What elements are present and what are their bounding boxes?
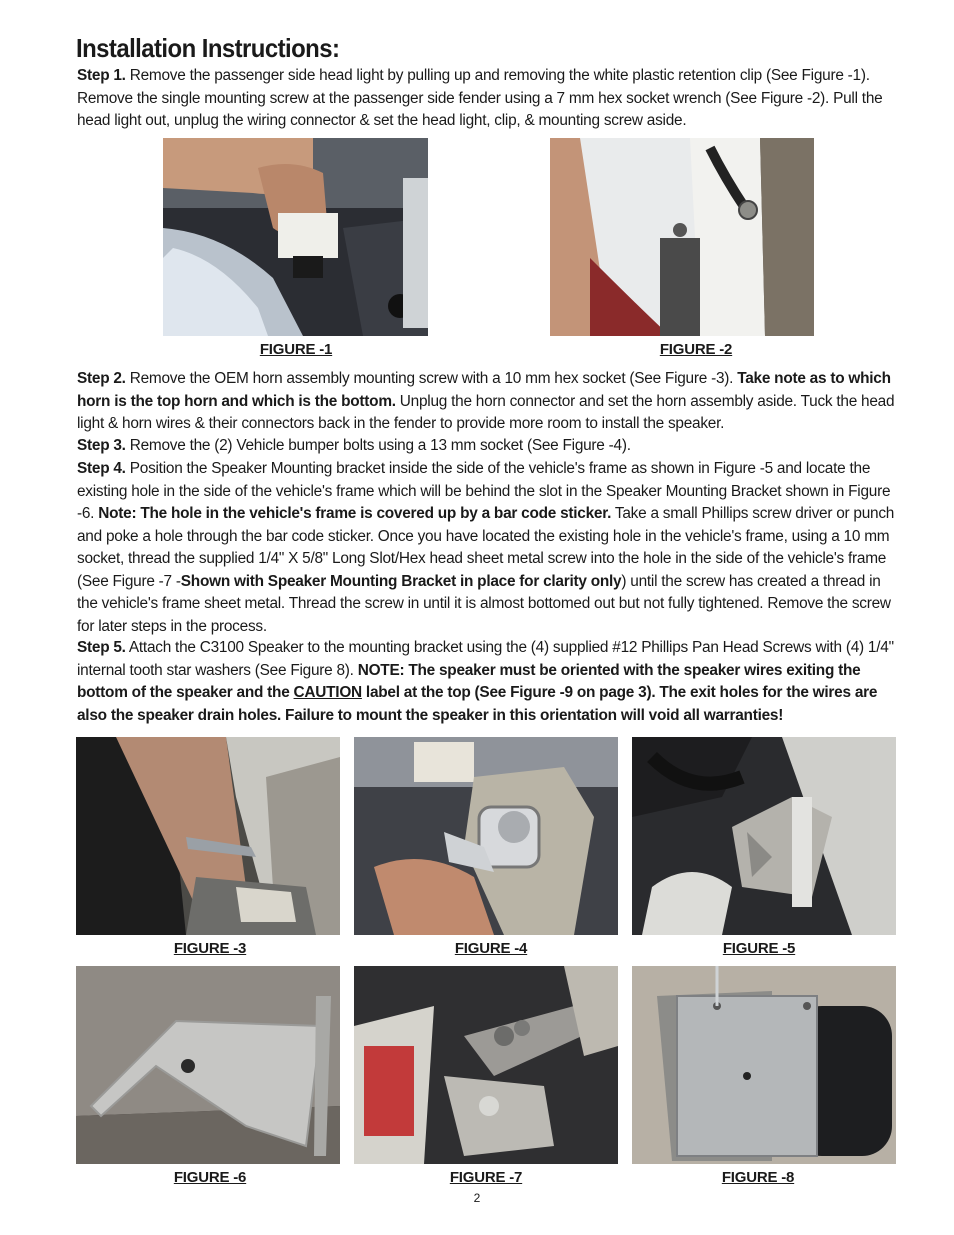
step-4-text-1: Position the Speaker Mounting bracket inside the side of the vehicle's frame as shown in Figure -5 and locate the existing hole in the side of the vehicle's frame which will be behind the slot in the Speaker Mounting Bracket shown in Figure -6. — [77, 460, 891, 522]
step-4-text-3: ) until the screw has created a thread in the vehicle's frame sheet metal. Thread the screw in until it is almost bottomed out but not fully tightened. Remove the screw for later steps in the process. — [77, 572, 891, 635]
page-number: 2 — [473, 1191, 481, 1205]
figure-4-photo — [354, 737, 618, 935]
figure-8-photo — [632, 966, 896, 1164]
step-4-text-2: Take a small Phillips screw driver or punch and poke a hole through the bar code sticker. Once you have located the existing hole in the vehicle's frame, using a 10 mm socket, thread the supplied 1/4" X 5/8" Long Slot/Hex head sheet metal screw into the hole in the side of the vehicle's frame (See Figure -7 - — [77, 505, 895, 590]
step-2-text-2: Unplug the horn connector and set the horn assembly aside. Tuck the head light & horn wires & their connectors back in the fender to provide more room to install the speaker. — [77, 392, 895, 432]
figure-6-caption: FIGURE -6 — [173, 1169, 247, 1186]
figure-2-caption: FIGURE -2 — [659, 341, 733, 358]
step-2-text-1: Remove the OEM horn assembly mounting screw with a 10 mm hex socket (See Figure -3). — [125, 370, 738, 387]
step-2-note: Take note as to which horn is the top horn and which is the bottom. — [77, 370, 891, 410]
step-4-paragraph — [77, 458, 895, 638]
step-5-warning: label at the top (See Figure -9 on page 3). The exit holes for the wires are also the speaker drain holes. Failure to mount the speaker in this orientation will void all warranties! — [77, 684, 878, 724]
figure-7-photo — [354, 966, 618, 1164]
figure-5-caption: FIGURE -5 — [722, 940, 796, 957]
step-5-text-1: Attach the C3100 Speaker to the mounting bracket using the (4) supplied #12 Phillips Pan Head Screws with (4) 1/4" internal tooth star washers (See Figure 8). — [77, 639, 894, 679]
figure-6-photo — [76, 966, 340, 1164]
figure-8-caption: FIGURE -8 — [721, 1169, 795, 1186]
figure-1-caption: FIGURE -1 — [259, 341, 333, 358]
step-2-paragraph — [77, 368, 895, 436]
page-title: Installation Instructions: — [76, 33, 340, 63]
step-4-note: Note: The hole in the vehicle's frame is covered up by a bar code sticker. — [98, 505, 612, 522]
figure-1-photo — [163, 138, 428, 336]
figure-5-photo — [632, 737, 896, 935]
step-4-label: Step 4. — [77, 460, 126, 477]
step-5-label: Step 5. — [77, 639, 126, 656]
caution-label: CAUTION — [293, 684, 362, 701]
figure-7-caption: FIGURE -7 — [449, 1169, 523, 1186]
step-3-paragraph — [77, 435, 895, 458]
step-1-label: Step 1. — [77, 67, 126, 84]
figure-2-photo — [550, 138, 814, 336]
figure-3-caption: FIGURE -3 — [173, 940, 247, 957]
figure-3-photo — [76, 737, 340, 935]
step-1-text: Remove the passenger side head light by pulling up and removing the white plastic retention clip (See Figure -1). Remove the single mounting screw at the passenger side fender using a 7 mm hex socket wrench (See Figure -2). Pull the head light out, unplug the wiring connector & set the head light, clip, & mounting screw aside. — [77, 67, 883, 129]
step-1-paragraph — [77, 65, 895, 133]
step-5-note: NOTE: The speaker must be oriented with the speaker wires exiting the bottom of the speaker and the — [77, 661, 861, 701]
figure-4-caption: FIGURE -4 — [454, 940, 528, 957]
step-3-label: Step 3. — [77, 437, 126, 454]
step-4-clarity-note: Shown with Speaker Mounting Bracket in place for clarity only — [180, 572, 622, 590]
step-5-paragraph — [77, 637, 895, 727]
step-2-label: Step 2. — [77, 370, 126, 387]
step-3-text: Remove the (2) Vehicle bumper bolts using a 13 mm socket (See Figure -4). — [125, 437, 631, 454]
